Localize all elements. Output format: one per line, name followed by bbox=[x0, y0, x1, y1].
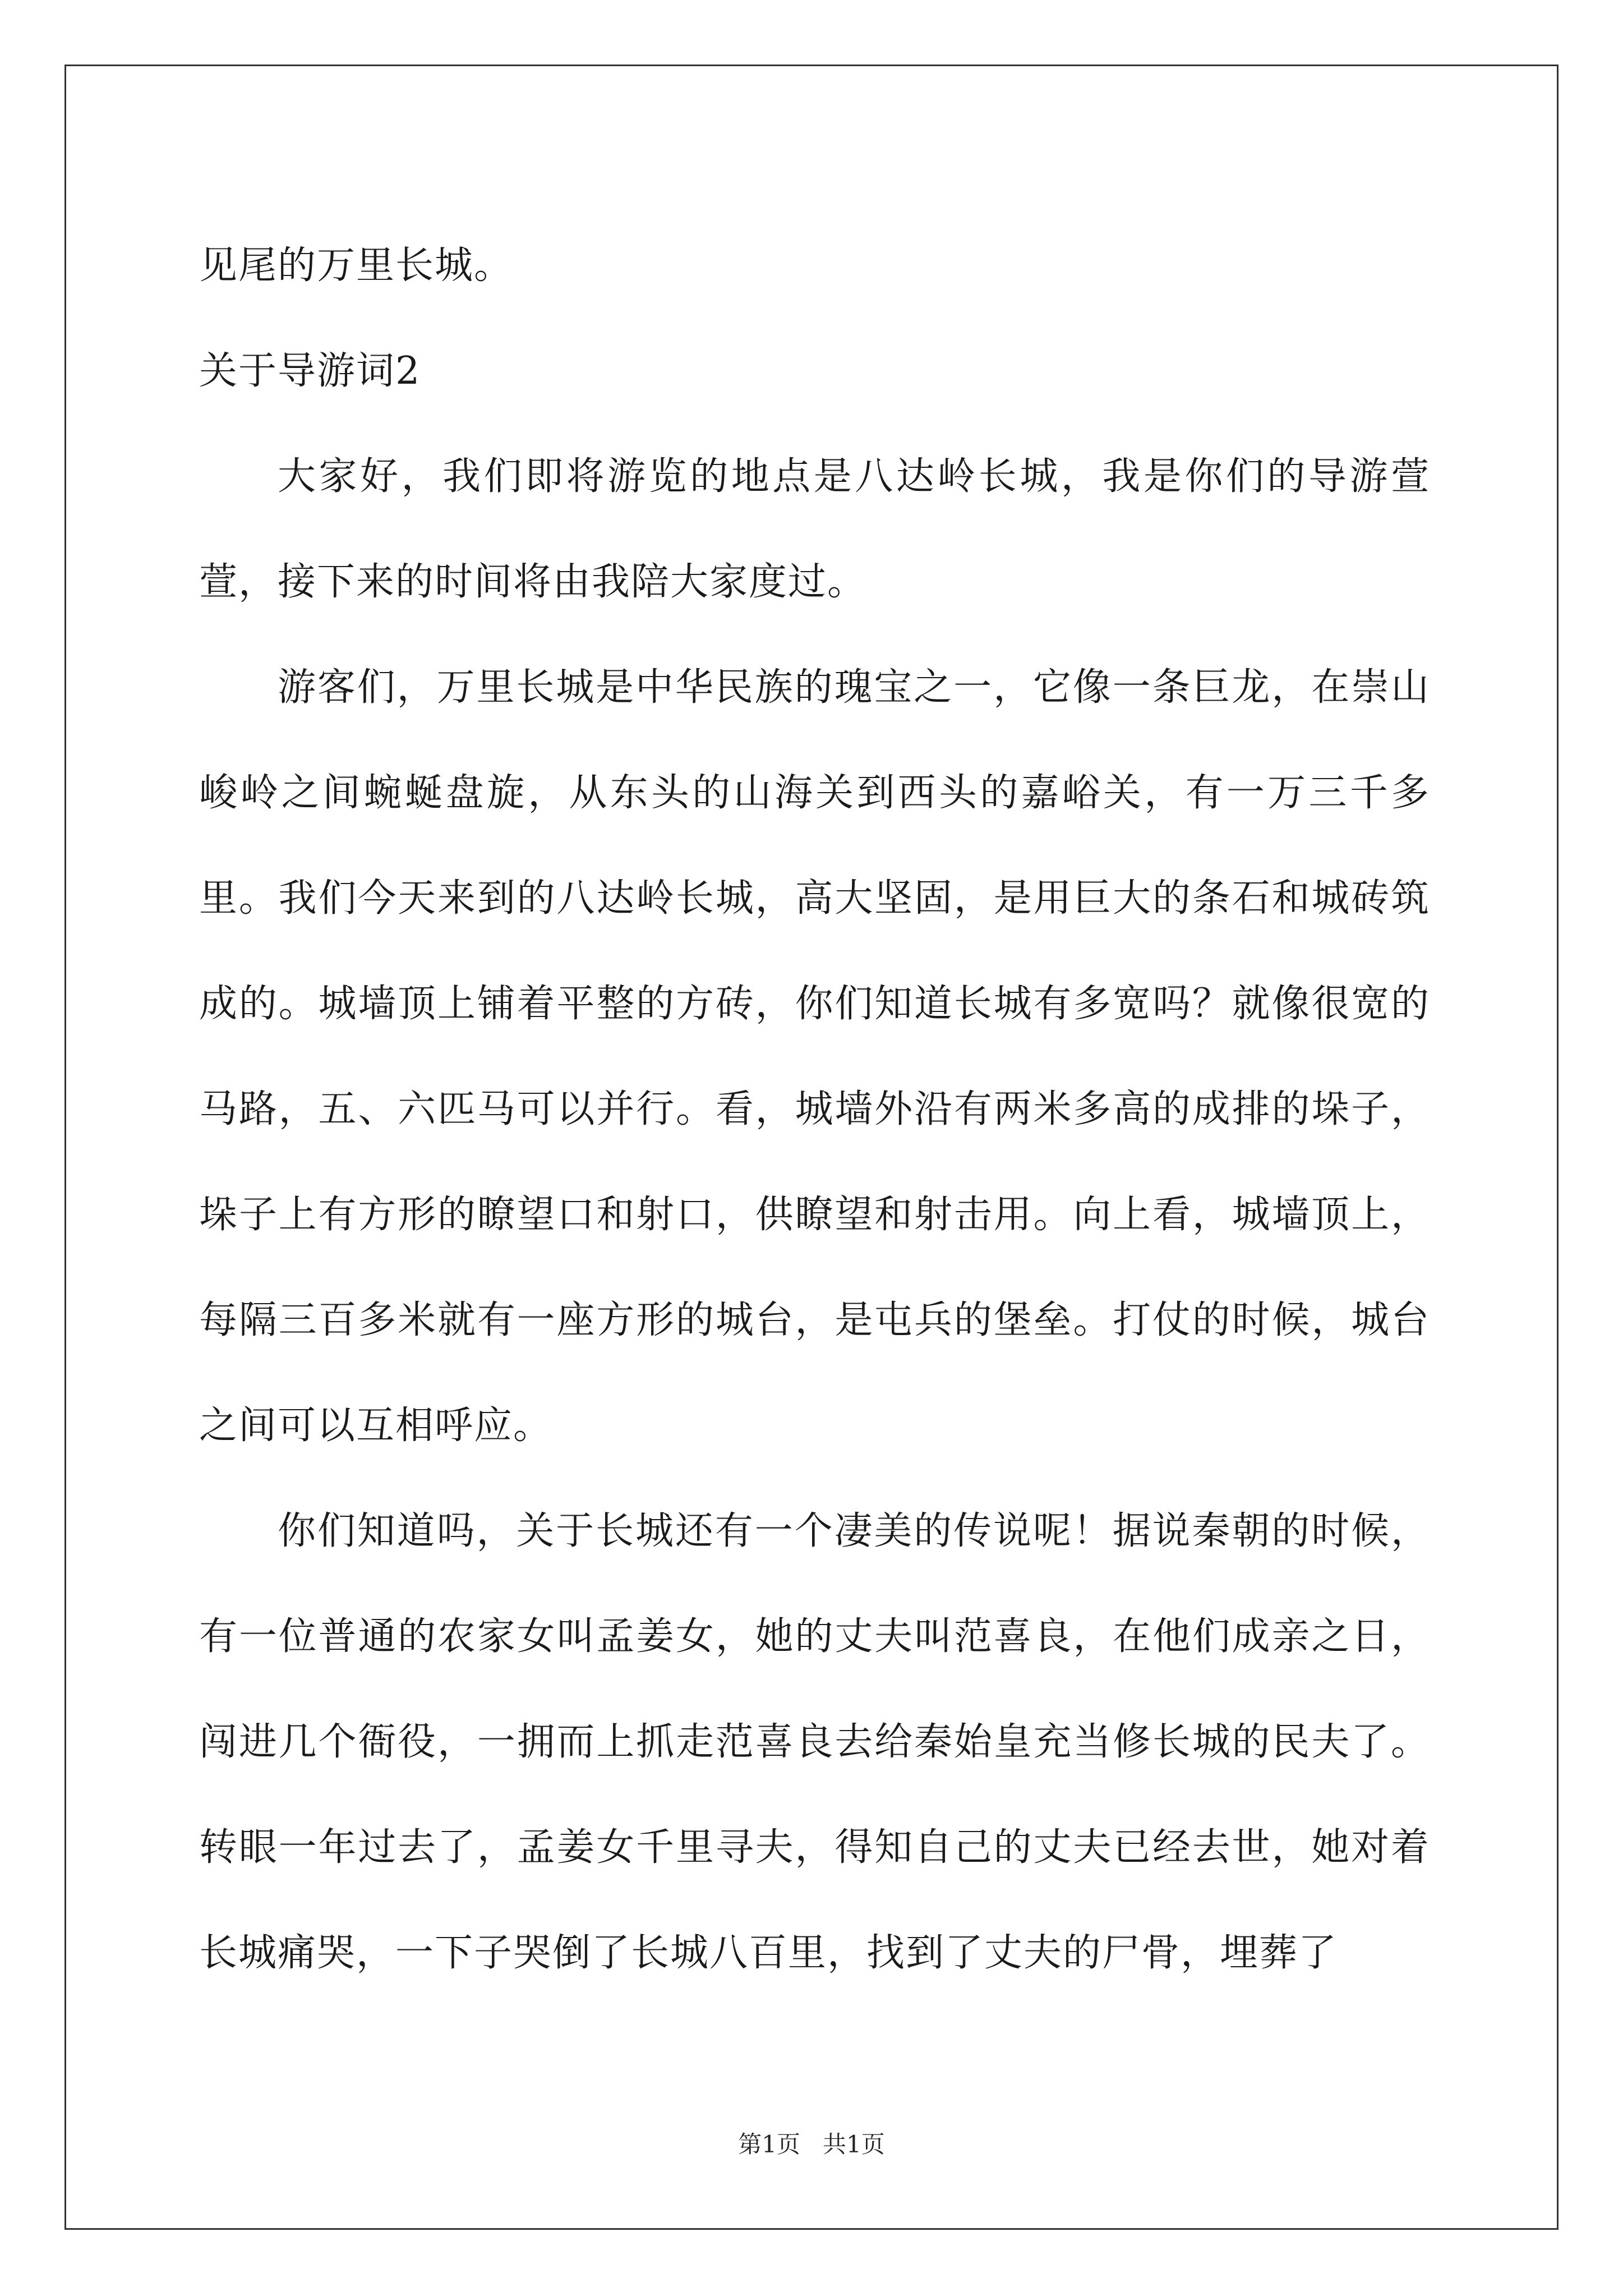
paragraph-4: 你们知道吗，关于长城还有一个凄美的传说呢！据说秦朝的时候，有一位普通的农家女叫孟姜女，她的丈夫叫范喜良，在他们成亲之日，闯进几个衙役，一拥而上抓走范喜良去给秦始皇充当修长城的民夫了。转眼一年过去了，孟姜女千里寻夫，得知自己的丈夫已经去世，她对着长城痛哭，一下子哭倒了长城八百里，找到了丈夫的尸骨，埋葬了 bbox=[199, 1509, 1430, 1975]
section-heading: 关于导游词2 bbox=[199, 349, 421, 393]
paragraph-1: 见尾的万里长城。 bbox=[199, 243, 514, 288]
paragraph-2: 大家好，我们即将游览的地点是八达岭长城，我是你们的导游萱萱，接下来的时间将由我陪大家度过。 bbox=[199, 454, 1430, 604]
paragraph-3: 游客们，万里长城是中华民族的瑰宝之一，它像一条巨龙，在崇山峻岭之间蜿蜒盘旋，从东头的山海关到西头的嘉峪关，有一万三千多里。我们今天来到的八达岭长城，高大坚固，是用巨大的条石和城砖筑成的。城墙顶上铺着平整的方砖，你们知道长城有多宽吗？就像很宽的马路，五、六匹马可以并行。看，城墙外沿有两米多高的成排的垛子，垛子上有方形的瞭望口和射口，供瞭望和射击用。向上看，城墙顶上，每隔三百多米就有一座方形的城台，是屯兵的堡垒。打仗的时候，城台之间可以互相呼应。 bbox=[199, 665, 1430, 1448]
document-body bbox=[199, 213, 1430, 2006]
page-number-footer: 第1页 共1页 bbox=[738, 2131, 885, 2158]
